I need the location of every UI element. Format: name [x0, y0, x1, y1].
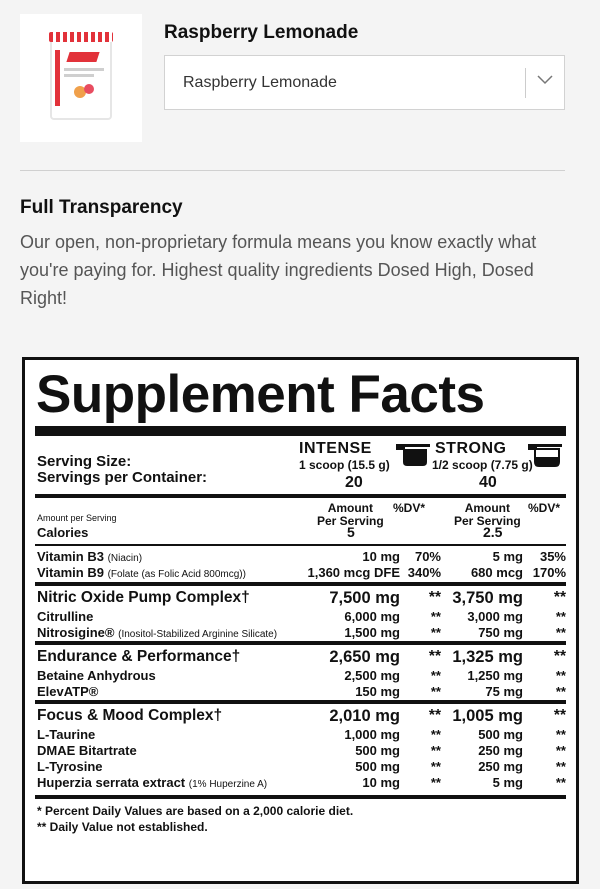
- select-divider: [525, 68, 526, 98]
- intense-amount: 2,650 mg: [329, 648, 400, 666]
- ingredient-note: (1% Huperzine A): [188, 779, 268, 790]
- strong-dv: **: [553, 589, 566, 606]
- ingredient-name: [37, 609, 93, 624]
- strong-dv: **: [553, 648, 566, 665]
- ingredient-name-text: DMAE Bitartrate: [37, 743, 137, 758]
- vitamin-row: [35, 565, 566, 581]
- ingredient-name-text: Nitric Oxide Pump Complex†: [37, 589, 250, 606]
- intense-dv: **: [428, 589, 441, 606]
- intense-dv: **: [430, 775, 441, 790]
- strong-dv: **: [555, 609, 566, 624]
- intense-dv: **: [430, 727, 441, 742]
- section-title: Full Transparency: [20, 197, 183, 218]
- ingredient-name: [37, 707, 222, 725]
- ingredient-name-text: Huperzia serrata extract: [37, 775, 186, 790]
- calories-strong: 2.5: [483, 524, 503, 540]
- ingredient-name: [37, 648, 240, 666]
- ingredient-name-text: Endurance & Performance†: [37, 648, 241, 665]
- tub-label-stripe: [64, 74, 94, 77]
- group-focus-mood: [35, 704, 566, 791]
- ingredient-name: [37, 684, 98, 699]
- group-endurance: [35, 645, 566, 700]
- ingredient-name: [37, 759, 103, 774]
- strong-dv: **: [555, 625, 566, 640]
- intense-label: INTENSE: [299, 440, 372, 457]
- ingredient-name-text: ElevATP®: [37, 684, 99, 699]
- strong-amount: 250 mg: [478, 759, 523, 774]
- supplement-facts-panel: [22, 357, 579, 884]
- ingredient-name: [37, 589, 250, 607]
- ingredient-name-text: L-Taurine: [37, 727, 96, 742]
- flavor-select-value: Raspberry Lemonade: [183, 74, 337, 91]
- ingredient-note: (Niacin): [107, 553, 143, 564]
- section-divider: [20, 170, 565, 171]
- column-header: [35, 498, 566, 542]
- rule-thick: [35, 426, 566, 436]
- strong-dv-header: %DV*: [528, 501, 561, 515]
- ingredient-note: (Folate (as Folic Acid 800mcg)): [107, 569, 246, 580]
- ingredient-row: [35, 668, 566, 684]
- product-tub-image: [50, 36, 112, 120]
- intense-amount: 1,360 mcg DFE: [307, 565, 400, 580]
- group-header-row: [35, 707, 566, 727]
- strong-dv: **: [555, 759, 566, 774]
- brand-logo-icon: [66, 52, 99, 62]
- intense-amount: 500 mg: [355, 743, 400, 758]
- ingredient-row: [35, 743, 566, 759]
- ingredient-name-text: Betaine Anhydrous: [37, 668, 156, 683]
- ingredient-name-text: Vitamin B3: [37, 549, 104, 564]
- intense-amount: 1,500 mg: [344, 625, 400, 640]
- strong-amount: 250 mg: [478, 743, 523, 758]
- tub-lid: [49, 32, 113, 42]
- ingredient-name-text: L-Tyrosine: [37, 759, 103, 774]
- strong-amount: 750 mg: [478, 625, 523, 640]
- flavor-title: Raspberry Lemonade: [164, 22, 359, 43]
- strong-amount: 1,325 mg: [452, 648, 523, 666]
- intense-size: 1 scoop (15.5 g): [299, 458, 390, 472]
- strong-amount-header: Amount Per Serving: [454, 501, 521, 528]
- strong-amount: 1,005 mg: [452, 707, 523, 725]
- intense-dv: **: [430, 625, 441, 640]
- ingredient-note: (Inositol-Stabilized Arginine Silicate): [118, 629, 278, 640]
- intense-amount: 1,000 mg: [344, 727, 400, 742]
- scoop-full-icon: [395, 442, 431, 468]
- ingredient-name: [37, 727, 95, 742]
- tub-label-stripe: [64, 68, 104, 71]
- raspberry-icon: [84, 84, 94, 94]
- ingredient-name: [37, 549, 142, 564]
- strong-dv: **: [555, 668, 566, 683]
- group-header-row: [35, 589, 566, 609]
- intense-amount: 150 mg: [355, 684, 400, 699]
- strong-size: 1/2 scoop (7.75 g): [432, 458, 533, 472]
- strong-dv: 170%: [532, 565, 566, 580]
- tub-side-label: [55, 50, 60, 106]
- intense-dv: **: [430, 759, 441, 774]
- ingredient-name: [37, 743, 137, 758]
- ingredient-row: [35, 609, 566, 625]
- ingredient-row: [35, 775, 566, 791]
- ingredient-name-text: Citrulline: [37, 609, 94, 624]
- ingredient-name: [37, 565, 246, 580]
- intense-dv: **: [428, 648, 441, 665]
- serving-size-label: Serving Size:: [37, 453, 132, 470]
- intense-amount: 500 mg: [355, 759, 400, 774]
- strong-amount: 3,750 mg: [452, 589, 523, 607]
- ingredient-name: [37, 625, 277, 640]
- footnote-dv: * Percent Daily Values are based on a 2,000 calorie diet.: [37, 804, 354, 818]
- ingredient-name-text: Nitrosigine®: [37, 625, 115, 640]
- strong-amount: 5 mg: [492, 775, 523, 790]
- strong-amount: 500 mg: [478, 727, 523, 742]
- strong-dv: **: [555, 684, 566, 699]
- strong-dv: **: [555, 743, 566, 758]
- intense-amount: 10 mg: [362, 775, 400, 790]
- ingredient-row: [35, 759, 566, 775]
- ingredient-row: [35, 684, 566, 700]
- group-nitric-oxide: [35, 586, 566, 641]
- intense-amount: 2,010 mg: [329, 707, 400, 725]
- intense-dv: 70%: [414, 549, 441, 564]
- flavor-select[interactable]: [164, 55, 565, 110]
- intense-servings: 20: [345, 474, 363, 491]
- vitamin-row: [35, 549, 566, 565]
- strong-amount: 75 mg: [485, 684, 523, 699]
- strong-label: STRONG: [435, 440, 507, 457]
- intense-dv: **: [430, 743, 441, 758]
- intense-dv: **: [428, 707, 441, 724]
- intense-dv: **: [430, 684, 441, 699]
- intense-amount: 7,500 mg: [329, 589, 400, 607]
- ingredient-name-text: Focus & Mood Complex†: [37, 707, 223, 724]
- serving-info: [35, 436, 566, 494]
- amount-per-serving-label: Amount per Serving: [37, 513, 117, 523]
- intense-dv-header: %DV*: [393, 501, 426, 515]
- scoop-half-icon: [527, 442, 563, 468]
- section-body: Our open, non-proprietary formula means you know exactly what you're paying for. Highest quality ingredients Dosed High, Dosed Right!: [20, 232, 537, 308]
- intense-amount: 6,000 mg: [344, 609, 400, 624]
- strong-servings: 40: [479, 474, 497, 491]
- strong-amount: 5 mg: [492, 549, 523, 564]
- strong-dv: **: [555, 727, 566, 742]
- intense-amount: 10 mg: [362, 549, 400, 564]
- intense-dv: 340%: [407, 565, 441, 580]
- ingredient-row: [35, 625, 566, 641]
- footnotes: [35, 799, 566, 835]
- ingredient-name: [37, 775, 267, 790]
- strong-amount: 1,250 mg: [467, 668, 523, 683]
- vitamins-section: [35, 546, 566, 582]
- intense-dv: **: [430, 609, 441, 624]
- intense-dv: **: [430, 668, 441, 683]
- strong-dv: **: [555, 775, 566, 790]
- strong-dv: **: [553, 707, 566, 724]
- intense-amount: 2,500 mg: [344, 668, 400, 683]
- footnote-not-established: ** Daily Value not established.: [37, 820, 208, 834]
- calories-intense: 5: [347, 524, 355, 540]
- ingredient-name: [37, 668, 156, 683]
- ingredient-row: [35, 727, 566, 743]
- facts-title: Supplement Facts: [36, 365, 485, 424]
- strong-amount: 3,000 mg: [467, 609, 523, 624]
- intense-amount-header: Amount Per Serving: [317, 501, 384, 528]
- strong-dv: 35%: [539, 549, 566, 564]
- product-thumbnail[interactable]: [20, 14, 142, 142]
- chevron-down-icon[interactable]: [536, 70, 554, 88]
- ingredient-name-text: Vitamin B9: [37, 565, 104, 580]
- strong-amount: 680 mcg: [470, 565, 523, 580]
- serving-labels: [37, 454, 207, 486]
- servings-per-container-label: Servings per Container:: [37, 469, 208, 486]
- calories-label: Calories: [37, 525, 89, 540]
- group-header-row: [35, 648, 566, 668]
